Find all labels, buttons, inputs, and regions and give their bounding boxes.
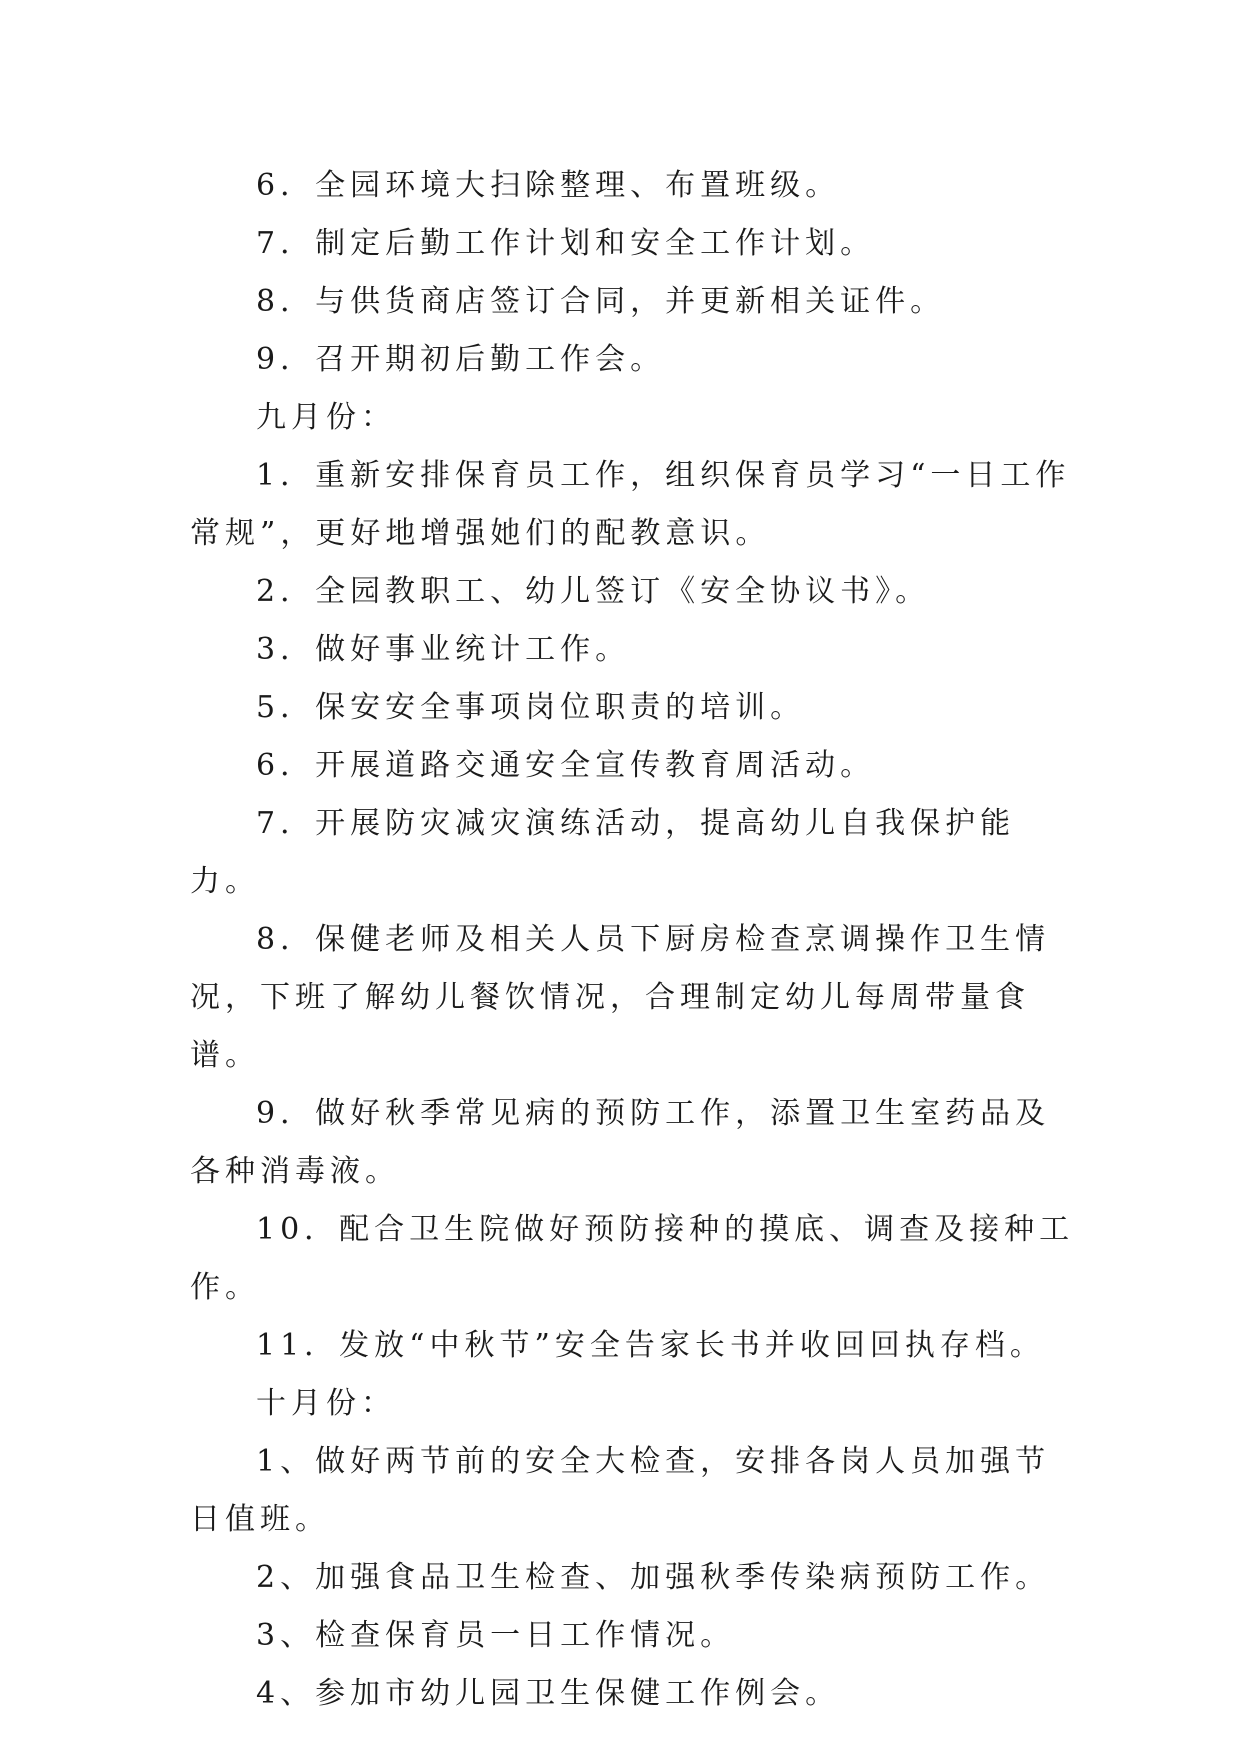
september-item-7: 7．开展防灾减灾演练活动，提高幼儿自我保护能力。 — [190, 806, 1016, 899]
october-item-1: 1、做好两节前的安全大检查，安排各岗人员加强节日值班。 — [190, 1444, 1051, 1537]
september-item-1: 1．重新安排保育员工作，组织保育员学习“一日工作常规”，更好地增强她们的配教意识。 — [190, 458, 1071, 551]
section-heading-september: 九月份： — [256, 400, 396, 435]
document-body — [190, 157, 1080, 1723]
september-item-8: 8．保健老师及相关人员下厨房检查烹调操作卫生情况，下班了解幼儿餐饮情况，合理制定幼儿每周带量食谱。 — [190, 922, 1051, 1073]
october-item-4: 4、参加市幼儿园卫生保健工作例会。 — [256, 1676, 841, 1711]
september-item-6: 6．开展道路交通安全宣传教育周活动。 — [256, 748, 876, 783]
paragraph-item-6: 6．全园环境大扫除整理、布置班级。 — [256, 168, 841, 203]
october-item-2: 2、加强食品卫生检查、加强秋季传染病预防工作。 — [256, 1560, 1051, 1595]
section-heading-october: 十月份： — [256, 1386, 396, 1421]
september-item-3: 3．做好事业统计工作。 — [256, 632, 631, 667]
september-item-9: 9．做好秋季常见病的预防工作，添置卫生室药品及各种消毒液。 — [190, 1096, 1051, 1189]
september-item-5: 5．保安安全事项岗位职责的培训。 — [256, 690, 806, 725]
september-item-2: 2．全园教职工、幼儿签订《安全协议书》。 — [256, 574, 931, 609]
september-item-11: 11．发放“中秋节”安全告家长书并收回回执存档。 — [256, 1328, 1045, 1363]
paragraph-item-8: 8．与供货商店签订合同，并更新相关证件。 — [256, 284, 946, 319]
october-item-3: 3、检查保育员一日工作情况。 — [256, 1618, 736, 1653]
september-item-10: 10．配合卫生院做好预防接种的摸底、调查及接种工作。 — [190, 1212, 1075, 1305]
paragraph-item-9: 9．召开期初后勤工作会。 — [256, 342, 666, 377]
paragraph-item-7: 7．制定后勤工作计划和安全工作计划。 — [256, 226, 876, 261]
